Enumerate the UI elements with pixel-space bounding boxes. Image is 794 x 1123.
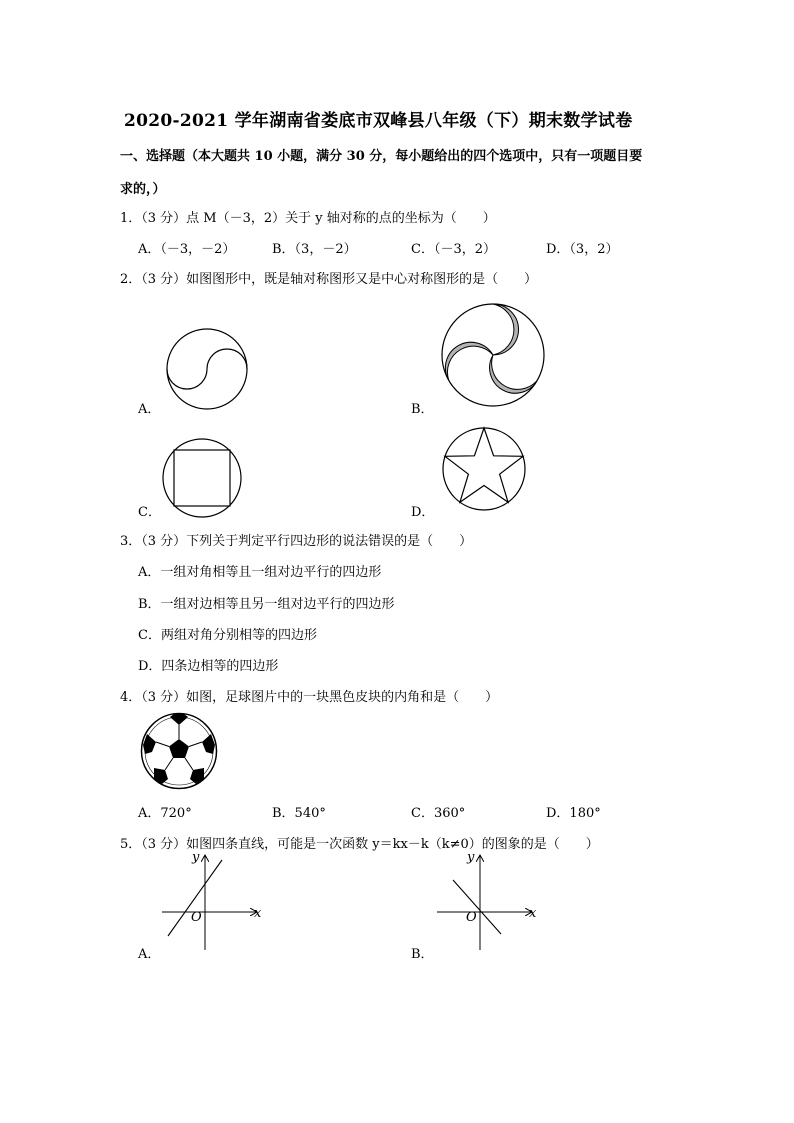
q2-label-c[interactable]: C．	[138, 505, 161, 520]
q2-label-d[interactable]: D．	[411, 505, 435, 520]
q5-graph-b-origin-label: O	[466, 910, 477, 925]
q5-graph-a	[160, 852, 270, 952]
q2-figure-d	[441, 426, 527, 512]
q5-graph-a-origin-label: O	[191, 910, 202, 925]
q5-graph-a-x-label: x	[254, 906, 262, 921]
question-5-stem: 5．（3 分）如图四条直线，可能是一次函数 y＝kx－k（k≠0）的图象的是（ ）	[120, 837, 599, 852]
q2-figure-c	[161, 437, 243, 519]
q5-label-a[interactable]: A．	[138, 947, 161, 962]
q4-soccer-ball-figure	[140, 712, 218, 790]
q5-graph-b-y-label: y	[467, 850, 475, 865]
q2-label-b[interactable]: B．	[411, 402, 434, 417]
question-2-stem: 2．（3 分）如图图形中，既是轴对称图形又是中心对称图形的是（ ）	[120, 272, 538, 287]
question-4-stem: 4．（3 分）如图，足球图片中的一块黑色皮块的内角和是（ ）	[120, 690, 499, 705]
q2-figure-a	[164, 326, 250, 412]
q4-option-c[interactable]: C．360°	[411, 806, 466, 821]
q4-option-b[interactable]: B．540°	[272, 806, 326, 821]
q5-label-b[interactable]: B．	[411, 947, 434, 962]
section-header-line1: 一、选择题（本大题共 10 小题，满分 30 分，每小题给出的四个选项中，只有一项题目要	[120, 149, 643, 164]
q2-figure-b	[440, 302, 546, 408]
question-1-stem: 1．（3 分）点 M（－3，2）关于 y 轴对称的点的坐标为（ ）	[120, 211, 496, 226]
q2-label-a[interactable]: A．	[138, 402, 161, 417]
q1-option-c[interactable]: C．（－3，2）	[411, 242, 496, 257]
q3-option-d[interactable]: D．四条边相等的四边形	[138, 659, 279, 674]
q4-option-a[interactable]: A．720°	[138, 806, 192, 821]
question-3-stem: 3．（3 分）下列关于判定平行四边形的说法错误的是（ ）	[120, 534, 473, 549]
q1-option-d[interactable]: D．（3，2）	[546, 242, 619, 257]
q1-option-b[interactable]: B．（3，－2）	[272, 242, 357, 257]
q3-option-b[interactable]: B．一组对边相等且另一组对边平行的四边形	[138, 597, 395, 612]
section-header-line2: 求的，）	[120, 182, 166, 197]
q4-option-d[interactable]: D．180°	[546, 806, 601, 821]
q5-graph-b-x-label: x	[529, 906, 537, 921]
page-title: 2020-2021 学年湖南省娄底市双峰县八年级（下）期末数学试卷	[124, 111, 633, 131]
q5-graph-b	[435, 852, 545, 952]
q3-option-a[interactable]: A．一组对角相等且一组对边平行的四边形	[138, 565, 382, 580]
q5-graph-a-y-label: y	[192, 850, 200, 865]
q3-option-c[interactable]: C．两组对角分别相等的四边形	[138, 628, 317, 643]
q1-option-a[interactable]: A．（－3，－2）	[138, 242, 236, 257]
